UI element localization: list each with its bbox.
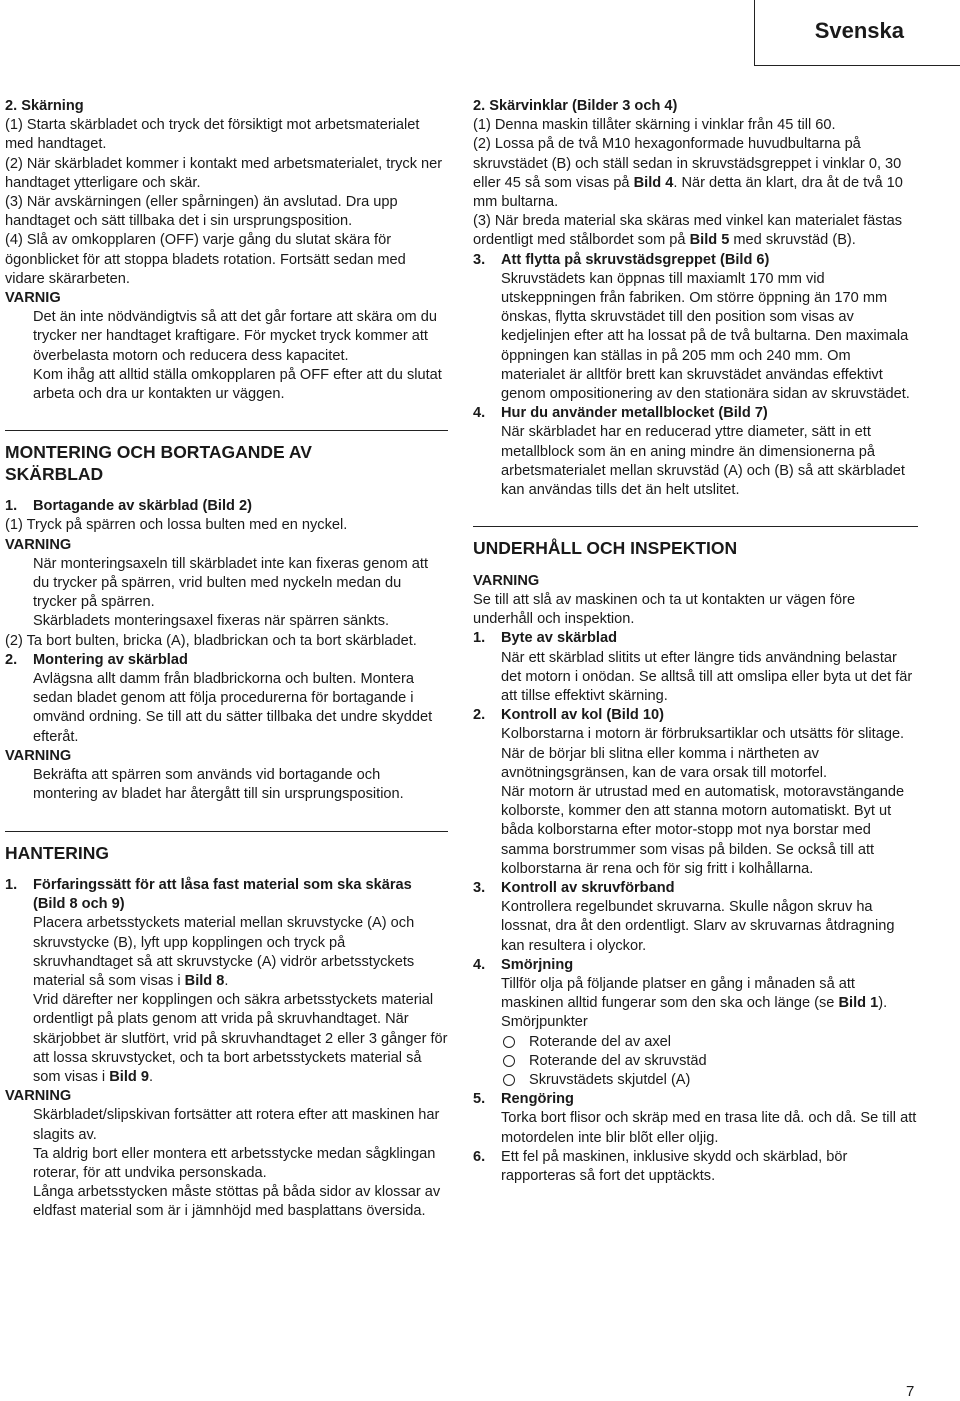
body-text: När skärbladet har en reducerad yttre diameter, sätt in ett metallblock som än en aning mindre än dimensionerna på arbetsmaterialet mellan skruvstäd (A) och (B) så att skärbladet kan användas tills det än helt utslitet. [501, 424, 905, 499]
subsection-number: 4. [473, 956, 486, 973]
heading-line: SKÄRBLAD [5, 463, 104, 484]
subsection-number: 5. [473, 1091, 486, 1108]
subsection-number: 1. [473, 630, 486, 647]
warning-text: Långa arbetsstycken måste stöttas på båda sidor av klossar av eldfast material som är i jämnhöjd med basplattans översida. [33, 1184, 441, 1220]
subsection-number: 3. [473, 251, 486, 268]
language-tab [754, 0, 960, 66]
body-text: När motorn är utrustad med en automatisk, motoravstängande kolborste, kommer den att stanna motorn automatiskt. Byt ut båda kolborstarna efter motor-stopp mot nya borstar med samma borstrummer som visas på bilden. Se också till att kolborstarna är rena och för sig fritt i kolhållarna. [501, 784, 905, 877]
warning-label: VARNING [5, 1088, 72, 1105]
subsection-label: Bortagande av skärblad (Bild 2) [33, 498, 252, 515]
section-heading-mounting [5, 430, 448, 485]
body-text-part: Vrid därefter ner kopplingen och säkra arbetsstyckets material ordentligt på plats genom att vrida på skruvhandtaget. När skärjobbet är slutfört, vrid på skruvhandtaget 2 eller 3 gånger för att lossa skruvstycket, och ta bort arbetsstyckets material så som visas i [33, 992, 448, 1086]
cutting-step-3: (3) När avskärningen (eller spårningen) än avslutad. Dra upp handtaget och sätt tillbaka det i sin ursprungsposition. [5, 194, 398, 230]
subsection-label: Rengöring [501, 1091, 574, 1108]
warning-text: Se till att slå av maskinen och ta ut kontakten ur vägen före underhåll och inspektion. [473, 591, 856, 628]
figure-reference: Bild 8 [184, 973, 225, 990]
warning-label: VARNING [5, 747, 72, 764]
subsection-number: 2. [5, 651, 18, 668]
heading-line: MONTERING OCH BORTAGANDE AV [5, 442, 312, 463]
body-text: Placera arbetsstyckets material mellan skruvstycke (A) och skruvstycke (B), lyft upp kopplingen och tryck på skruvhandtaget så att skruvstycke (A) vidrör arbetsstyckets material så som visas i Bild 8. [33, 915, 415, 990]
step-text: (1) Denna maskin tillåter skärning i vinklar från 45 till 60. [473, 117, 836, 134]
warning-text: När monteringsaxeln till skärbladet inte kan fixeras genom att du trycker på spärren, vrid bulten med nyckeln medan du trycker på spärren. [33, 555, 429, 611]
subsection-title [5, 651, 448, 670]
body-text-part: (2) Lossa på de två M10 hexagonformade huvudbultarna på skruvstädet (B) och ställ sedan in skruvstädsgreppet i vinklar 0, 30 eller 45 så som visas på [473, 136, 902, 191]
list-item [473, 1052, 918, 1071]
body-text-part: Placera arbetsstyckets material mellan skruvstycke (A) och skruvstycke (B), lyft upp kopplingen och tryck på skruvhandtaget så att skruvstycke (A) vidrör arbetsstyckets material så som visas i [33, 915, 415, 990]
heading-line: HANTERING [5, 842, 110, 863]
subsection-label: Kontroll av skruvförband [501, 880, 675, 897]
figure-reference: Bild 4 [633, 174, 674, 191]
body-text: När ett skärblad slitits ut efter längre tids användning belastar det motorn i onödan. Se alltså till att omslipa eller byta ut det fär att tillse effektivt skärning. [501, 649, 913, 704]
body-text: Vrid därefter ner kopplingen och säkra arbetsstyckets material ordentligt på plats genom att vrida på skruvhandtaget. När skärjobbet är slutfört, vrid på skruvhandtaget 2 eller 3 gånger för att lossa skruvstycket, och ta bort arbetsstyckets material så som visas i Bild 9. [33, 992, 448, 1086]
subsection-label: Byte av skärblad [501, 630, 618, 647]
section-heading-maintenance [473, 526, 918, 560]
cutting-step-2: (2) När skärbladet kommer i kontakt med arbetsmaterialet, tryck ner handtaget ytterligare och skär. [5, 155, 443, 191]
body-text: Kontrollera regelbundet skruvarna. Skulle någon skruv ha lossnat, dra åt den ordentligt. Slarv av skruvarnas åtdragning kan resultera i olyckor. [501, 899, 895, 954]
lubrication-points-label: Smörjpunkter [501, 1014, 588, 1031]
circle-bullet-icon [503, 1055, 515, 1067]
subsection-title [473, 404, 918, 423]
subsection-title [5, 497, 448, 516]
list-item-label: Roterande del av axel [529, 1033, 671, 1050]
warning-text: Ta aldrig bort eller montera ett arbetsstycke medan sågklingan roterar, för att undvika personskada. [33, 1145, 436, 1182]
list-item-label: Roterande del av skruvstäd [529, 1052, 707, 1069]
warning-text: Skärbladet/slipskivan fortsätter att rotera efter att maskinen har slagits av. [33, 1107, 440, 1143]
subsection-label: Smörjning [501, 956, 574, 973]
subsection-number: 1. [5, 877, 18, 893]
body-text-part: (3) När breda material ska skäras med vinkel kan materialet fästas ordentligt med stålbordet som på [473, 213, 903, 249]
body-text: Avlägsna allt damm från bladbrickorna och bulten. Montera sedan bladet genom att följa procedurerna för bortagande i omvänd ordning. Se till att du sätter tillbaka det undre skyddet efteråt. [33, 671, 433, 745]
warning-label: VARNING [473, 572, 540, 589]
section-title-cutting: 2. Skärning [5, 98, 84, 114]
circle-bullet-icon [503, 1074, 515, 1086]
circle-bullet-icon [503, 1036, 515, 1048]
subsection-title [473, 629, 918, 648]
subsection-label: Förfaringssätt för att låsa fast material som ska skäras (Bild 8 och 9) [33, 877, 412, 913]
cutting-step-1: (1) Starta skärbladet och tryck det försiktigt mot arbetsmaterialet med handtaget. [5, 117, 420, 153]
subsection-label: Hur du använder metallblocket (Bild 7) [501, 405, 768, 422]
body-text [473, 975, 918, 1013]
body-text-part: ). [878, 995, 888, 1012]
section-title-angles: 2. Skärvinklar (Bilder 3 och 4) [473, 98, 678, 114]
warning-text: Kom ihåg att alltid ställa omkopplaren på OFF efter att du slutat arbeta och dra ur kontakten ur väggen. [33, 366, 442, 403]
body-text-part: . När detta än klart, dra åt de två 10 mm bultarna. [473, 174, 903, 211]
body-text-part: med skruvstäd (B). [729, 232, 856, 249]
figure-reference: Bild 1 [838, 995, 879, 1012]
right-column [473, 97, 918, 1186]
subsection-label: Montering av skärblad [33, 651, 188, 668]
heading-line: UNDERHÅLL OCH INSPEKTION [473, 538, 738, 559]
warning-text: Det än inte nödvändigtvis så att det går fortare att skära om du trycker ner handtaget kraftigare. För mycket tryck kommer att överbelasta motorn och reducera dess kapacitet. [33, 309, 437, 364]
subsection-number: 3. [473, 880, 486, 897]
subsection-title [473, 1090, 918, 1109]
language-label: Svenska [814, 18, 904, 43]
subsection-number: 6. [473, 1148, 486, 1165]
list-item-label: Skruvstädets skjutdel (A) [529, 1072, 691, 1089]
subsection-number: 1. [5, 498, 18, 515]
section-heading-handling [5, 831, 448, 865]
list-item [473, 1071, 918, 1090]
left-column [5, 97, 448, 1222]
subsection-title [473, 251, 918, 270]
body-text: Kolborstarna i motorn är förbruksartiklar och utsätts för slitage. När de börjar bli slitna eller komma i närtheten av avnötningsgränsen, kan de vara orsak till motorfel. [501, 726, 905, 781]
subsection-title [5, 876, 448, 914]
subsection-title [473, 879, 918, 898]
step-text: (2) Ta bort bulten, bricka (A), bladbrickan och ta bort skärbladet. [5, 632, 417, 649]
body-text: Ett fel på maskinen, inklusive skydd och skärblad, bör rapporteras så fort det upptäckts. [501, 1148, 848, 1185]
warning-label: VARNING [5, 536, 72, 553]
subsection-label: Kontroll av kol (Bild 10) [501, 707, 664, 724]
body-text: Torka bort flisor och skräp med en trasa lite då. och då. Se till att motordelen inte blir blõt eller oljig. [501, 1110, 917, 1146]
warning-label: VARNIG [5, 290, 61, 307]
figure-reference: Bild 9 [109, 1069, 149, 1086]
body-text-part: Tillför olja på följande platser en gång i månaden så att maskinen alltid fungerar som den ska och länge (se [501, 976, 855, 1012]
body-text: Skruvstädets kan öppnas till maxiamlt 170 mm vid utskeppningen från fabriken. Om större öppning än 170 mm önskas, flytta skruvstädet till den position som visas av kedjelinjen efter att ha lossat på de två bultarna. Den maximala öppningen kan ställas in på 205 mm och 240 mm. Om materialet är alltför brett kan skruvstädet användas effektivt genom ompositionering av den stationära sidan av skruvstädet. [501, 270, 910, 403]
step-text: (1) Tryck på spärren och lossa bulten med en nyckel. [5, 517, 348, 534]
subsection-number: 2. [473, 707, 486, 724]
subsection-number: 4. [473, 405, 486, 422]
numbered-item [473, 1148, 918, 1186]
page-number: 7 [906, 1383, 915, 1400]
subsection-title [473, 956, 918, 975]
cutting-step-4: (4) Slå av omkopplaren (OFF) varje gång du slutat skära för ögonblicket för att stoppa bladets rotation. Fortsätt sedan med vidare skärarbeten. [5, 232, 406, 287]
list-item [473, 1033, 918, 1052]
warning-text: Bekräfta att spärren som används vid bortagande och montering av bladet har återgått till sin ursprungsposition. [33, 767, 404, 803]
figure-reference: Bild 5 [689, 232, 730, 249]
subsection-title [473, 706, 918, 725]
step-text [473, 212, 918, 250]
warning-text: Skärbladets monteringsaxel fixeras när spärren sänkts. [33, 613, 390, 630]
step-text [473, 135, 918, 212]
subsection-label: Att flytta på skruvstädsgreppet (Bild 6) [501, 251, 770, 268]
